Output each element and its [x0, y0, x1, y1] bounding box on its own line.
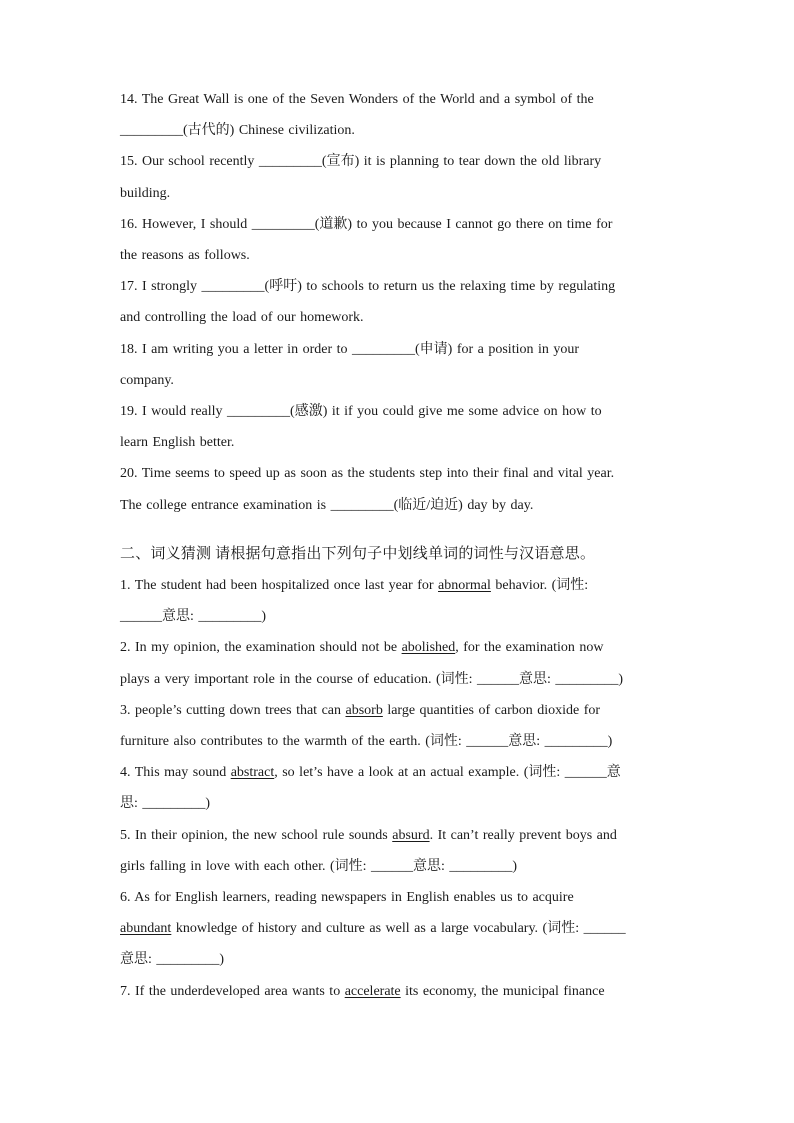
sentence-text: , for the examination now — [455, 640, 604, 656]
question-line: _________(古代的) Chinese civilization. — [120, 123, 355, 139]
question-line: 20. Time seems to speed up as soon as the students step into their final and vital year. — [120, 466, 615, 482]
question-19 — [120, 396, 673, 458]
sentence-text: , so let’s have a look at an actual example. (词性: ______意 — [274, 765, 621, 781]
vocab-question-2 — [120, 632, 673, 694]
sentence-text: 5. In their opinion, the new school rule sounds — [120, 827, 393, 843]
underlined-word: abnormal — [438, 578, 491, 594]
underlined-word: abolished — [401, 640, 456, 656]
question-17 — [120, 271, 673, 333]
question-16 — [120, 209, 673, 271]
question-line: 19. I would really _________(感激) it if you could give me some advice on how to — [120, 404, 602, 420]
sentence-text: its economy, the municipal finance — [400, 983, 605, 999]
sentence-text: 7. If the underdeveloped area wants to — [120, 983, 345, 999]
question-line: 6. As for English learners, reading newspapers in English enables us to acquire — [120, 890, 574, 906]
question-line: The college entrance examination is _________(临近/迫近) day by day. — [120, 497, 534, 513]
vocab-question-3 — [120, 695, 673, 757]
question-line — [120, 820, 673, 851]
sentence-text: 3. people’s cutting down trees that can — [120, 702, 346, 718]
sentence-text: knowledge of history and culture as well as a large vocabulary. (词性: ______ — [171, 921, 626, 937]
answer-line: girls falling in love with each other. (词性: ______意思: _________) — [120, 858, 518, 874]
question-line: learn English better. — [120, 435, 235, 451]
vocab-question-4 — [120, 757, 673, 819]
underlined-word: abundant — [120, 921, 172, 937]
question-line — [120, 976, 673, 1007]
question-line: company. — [120, 372, 174, 388]
question-15 — [120, 146, 673, 208]
question-line: 15. Our school recently _________(宣布) it is planning to tear down the old library — [120, 154, 602, 170]
question-line — [120, 695, 673, 726]
vocab-question-1 — [120, 570, 673, 632]
sentence-text: . It can’t really prevent boys and — [429, 827, 617, 843]
vocab-question-6 — [120, 882, 673, 976]
question-line: and controlling the load of our homework. — [120, 310, 364, 326]
underlined-word: absorb — [345, 702, 383, 718]
answer-line: furniture also contributes to the warmth of the earth. (词性: ______意思: _________) — [120, 734, 613, 750]
vocab-question-5 — [120, 820, 673, 882]
question-line: the reasons as follows. — [120, 248, 250, 264]
question-20 — [120, 458, 673, 520]
sentence-text: 2. In my opinion, the examination should not be — [120, 640, 402, 656]
question-line: 17. I strongly _________(呼吁) to schools to return us the relaxing time by regulating — [120, 279, 616, 295]
section-heading: 二、词义猜测 请根据句意指出下列句子中划线单词的词性与汉语意思。 — [120, 545, 596, 562]
question-line: 16. However, I should _________(道歉) to you because I cannot go there on time for — [120, 216, 613, 232]
vocab-question-7 — [120, 976, 673, 1007]
question-14 — [120, 84, 673, 146]
sentence-text: 4. This may sound — [120, 765, 231, 781]
answer-line: 思: _________) — [120, 796, 211, 812]
question-line — [120, 632, 673, 663]
sentence-text: behavior. (词性: — [490, 578, 589, 594]
question-line — [120, 757, 673, 788]
sentence-text: 1. The student had been hospitalized once last year for — [120, 578, 439, 594]
answer-line: 意思: _________) — [120, 952, 225, 968]
sentence-text: large quantities of carbon dioxide for — [382, 702, 601, 718]
question-line: building. — [120, 185, 171, 201]
answer-line: plays a very important role in the course of education. (词性: ______意思: _________) — [120, 671, 624, 687]
underlined-word: abstract — [230, 765, 275, 781]
answer-line: ______意思: _________) — [120, 609, 267, 625]
question-18 — [120, 334, 673, 396]
underlined-word: absurd — [392, 827, 430, 843]
question-line — [120, 570, 673, 601]
question-line — [120, 913, 673, 944]
question-line: 14. The Great Wall is one of the Seven Wonders of the World and a symbol of the — [120, 92, 594, 107]
question-line: 18. I am writing you a letter in order to _________(申请) for a position in your — [120, 341, 580, 357]
underlined-word: accelerate — [344, 983, 401, 999]
worksheet-content — [120, 84, 673, 1007]
